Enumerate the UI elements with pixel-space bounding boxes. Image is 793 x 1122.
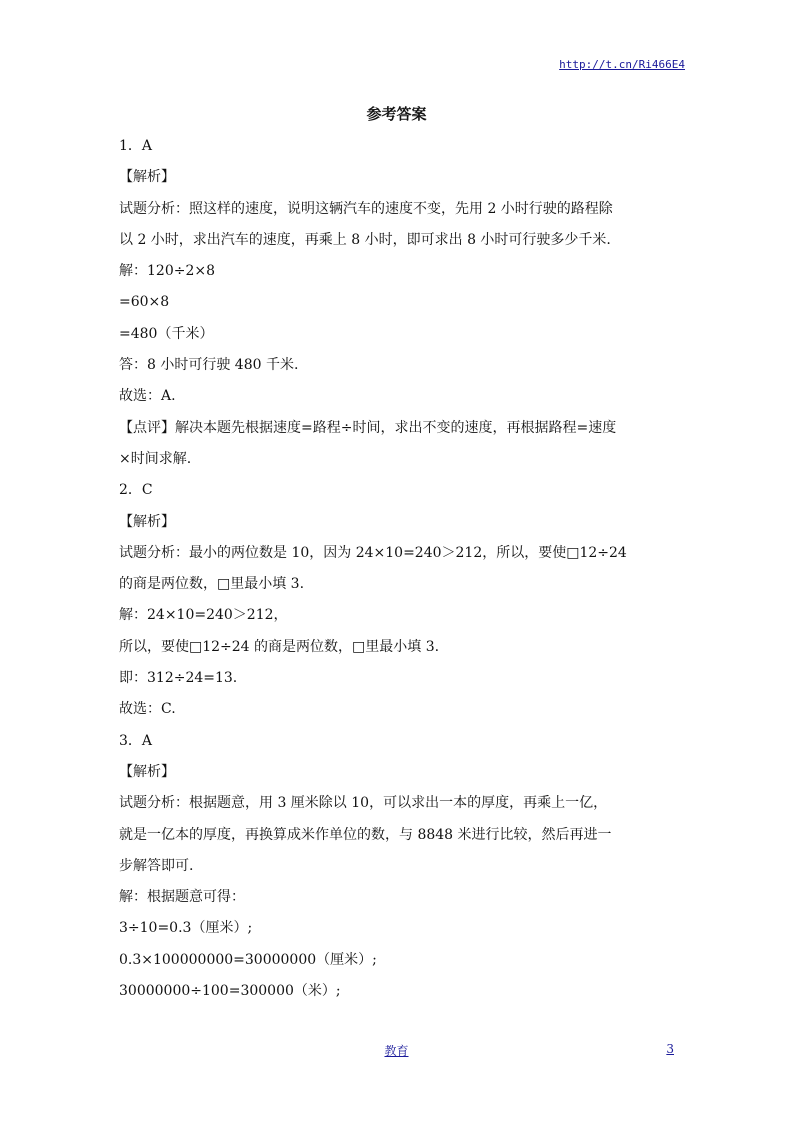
text-line: 所以，要使□12÷24 的商是两位数，□里最小填 3. bbox=[119, 638, 440, 655]
text-line: 答：8 小时可行驶 480 千米. bbox=[119, 357, 299, 374]
text-line: 30000000÷100=300000（米）; bbox=[119, 983, 341, 1000]
text-line: 就是一亿本的厚度，再换算成米作单位的数，与 8848 米进行比较，然后再进一 bbox=[119, 826, 612, 843]
text-line: 1．A bbox=[119, 138, 153, 154]
page-number[interactable]: 3 bbox=[666, 1042, 674, 1056]
text-line: =60×8 bbox=[119, 294, 170, 311]
text-line: 以 2 小时，求出汽车的速度，再乘上 8 小时，即可求出 8 小时可行驶多少千米. bbox=[119, 231, 611, 248]
text-line: 3．A bbox=[119, 732, 153, 749]
text-line: 【解析】 bbox=[119, 513, 175, 530]
page-title: 参考答案 bbox=[366, 105, 427, 123]
text-line: 的商是两位数，□里最小填 3. bbox=[119, 576, 305, 593]
text-line: 【解析】 bbox=[119, 763, 175, 780]
text-line: 故选：C. bbox=[119, 701, 176, 718]
text-line: 0.3×100000000=30000000（厘米）; bbox=[119, 951, 377, 968]
text-line: 试题分析：根据题意，用 3 厘米除以 10，可以求出一本的厚度，再乘上一亿， bbox=[119, 795, 608, 812]
text-line: 故选：A. bbox=[119, 388, 176, 405]
text-line: 2．C bbox=[119, 482, 153, 499]
text-line: 3÷10=0.3（厘米）; bbox=[119, 920, 253, 937]
text-line: 解：根据题意可得： bbox=[119, 889, 245, 906]
text-line: ×时间求解. bbox=[119, 450, 192, 467]
answer-content bbox=[119, 131, 675, 1007]
footer-link[interactable]: 教育 bbox=[384, 1044, 409, 1058]
header-url-link[interactable]: http://t.cn/Ri466E4 bbox=[559, 58, 685, 71]
text-line: 解：24×10=240＞212， bbox=[119, 607, 288, 624]
text-line: 即：312÷24=13. bbox=[119, 670, 238, 687]
text-line: 【解析】 bbox=[119, 169, 175, 186]
text-line: 解：120÷2×8 bbox=[119, 263, 215, 280]
text-line: 试题分析：照这样的速度，说明这辆汽车的速度不变，先用 2 小时行驶的路程除 bbox=[119, 200, 613, 217]
text-line: 步解答即可. bbox=[119, 857, 194, 874]
text-line: =480（千米） bbox=[119, 325, 214, 342]
text-line: 试题分析：最小的两位数是 10，因为 24×10=240＞212，所以，要使□12÷24 bbox=[119, 544, 627, 561]
text-line: 【点评】解决本题先根据速度=路程÷时间，求出不变的速度，再根据路程=速度 bbox=[119, 419, 617, 436]
